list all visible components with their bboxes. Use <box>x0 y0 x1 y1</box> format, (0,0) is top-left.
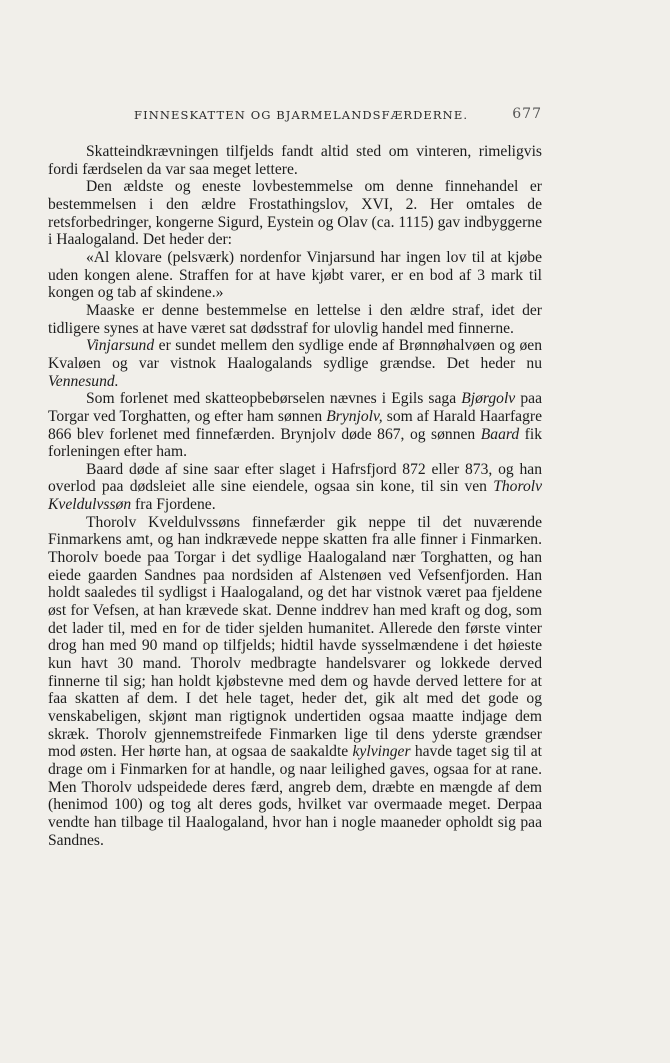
paragraph-text: havde taget sig til at drage om i Finmarken for at handle, og naar leilighed gaves, ogsaa for at rane. Men Thorolv udspeidede deres færd, angreb dem, dræbte en mængde af dem (henimod 100) og tog alt deres gods, hvilket var overmaade meget. Derpaa vendte han tilbage til Haalogaland, hvor han i nogle maaneder opholdt sig paa Sandnes. <box>48 743 542 849</box>
paragraph <box>48 302 542 337</box>
paragraph-text: fik forleningen efter ham. <box>48 425 542 461</box>
paragraph-text: «Al klovare (pelsværk) nordenfor Vinjarsund har ingen lov til at kjøbe uden kongen alene. Straffen for at have kjøbt varer, er en bod af 3 mark til kongen og tab af skindene.» <box>48 248 542 302</box>
italic-text: kylvinger <box>352 743 411 761</box>
italic-text: Vennesund. <box>48 372 119 390</box>
paragraph <box>48 390 542 461</box>
paragraph-text: Skatteindkrævningen tilfjelds fandt altid sted om vinteren, rimeligvis fordi færdselen da var saa meget lettere. <box>48 143 542 178</box>
page-number: 677 <box>512 106 542 122</box>
paragraph <box>48 461 542 514</box>
running-title: FINNESKATTEN OG BJARMELANDSFÆRDERNE. <box>134 108 469 122</box>
paragraph-text: Den ældste og eneste lovbestemmelse om denne finnehandel er bestemmelsen i den ældre Frostathingslov, XVI, 2. Her omtales de retsforbedringer, kongerne Sigurd, Eystein og Olav (ca. 1115) gav indbyggerne i Haalogaland. Det heder der: <box>48 178 542 249</box>
paragraph-text: Maaske er denne bestemmelse en lettelse i den ældre straf, idet der tidligere synes at have været sat dødsstraf for ulovlig handel med finnerne. <box>48 301 542 337</box>
running-header <box>48 108 542 128</box>
body-text <box>48 143 542 849</box>
paragraph-text: Thorolv Kveldulvssøns finnefærder gik neppe til det nuværende Finmarkens amt, og han indkrævede neppe skatten fra alle finner i Finmarken. Thorolv boede paa Torgar i det sydlige Haalogaland nær Torghatten, og han eiede gaarden Sandnes paa nordsiden af Alstenøen ved Vefsenfjorden. Han holdt saaledes til sydligst i Haalogaland, og det har vistnok været paa fjeldene øst for Vefsen, at han krævede skat. Denne inddrev han med kraft og dog, som det lader til, med en for de tider sjelden humanitet. Allerede den første vinter drog han med 90 mand op tilfjelds; hidtil havde sysselmændene i det høieste kun havt 30 mand. Thorolv medbragte handelsvarer og lokkede derved finnerne til sig; han holdt kjøbstevne med dem og havde derved lettere for at faa skatten af dem. I det hele taget, heder det, gik alt med det gode og venskabeligen, skjønt man rigtignok undertiden ogsaa maatte indjage dem skræk. Thorolv gjennemstreifede Finmarken lige til dens yderste grændser mod østen. Her hørte han, at ogsaa de saakaldte <box>48 513 542 761</box>
italic-text: Thorolv Kveldulvssøn <box>48 478 542 514</box>
italic-text: Baard <box>480 425 520 443</box>
paragraph <box>48 337 542 390</box>
paragraph-text: Som forlenet med skatteopbebørselen nævnes i Egils saga <box>86 390 462 408</box>
paragraph-text: fra Fjordene. <box>131 496 216 514</box>
paragraph-text: er sundet mellem den sydlige ende af Brønnøhalvøen og øen Kvaløen og var vistnok Haalogalands sydlige grændse. Det heder nu <box>48 337 542 372</box>
italic-text: Bjørgolv <box>461 390 516 408</box>
paragraph <box>48 514 542 849</box>
paragraph-text: som af Harald Haarfagre 866 blev forlenet med finnefærden. Brynjolv døde 867, og sønnen <box>48 407 542 443</box>
paragraph-text: paa Torgar ved Torghatten, og efter ham sønnen <box>48 390 542 425</box>
paragraph-text: Baard døde af sine saar efter slaget i Hafrsfjord 872 eller 873, og han overlod paa dødsleiet alle sine eiendele, ogsaa sin kone, til sin ven <box>48 460 542 496</box>
italic-text: Brynjolv, <box>326 407 383 425</box>
paragraph <box>48 143 542 178</box>
italic-text: Vinjarsund <box>86 337 155 355</box>
paragraph <box>48 178 542 249</box>
paragraph <box>48 249 542 302</box>
